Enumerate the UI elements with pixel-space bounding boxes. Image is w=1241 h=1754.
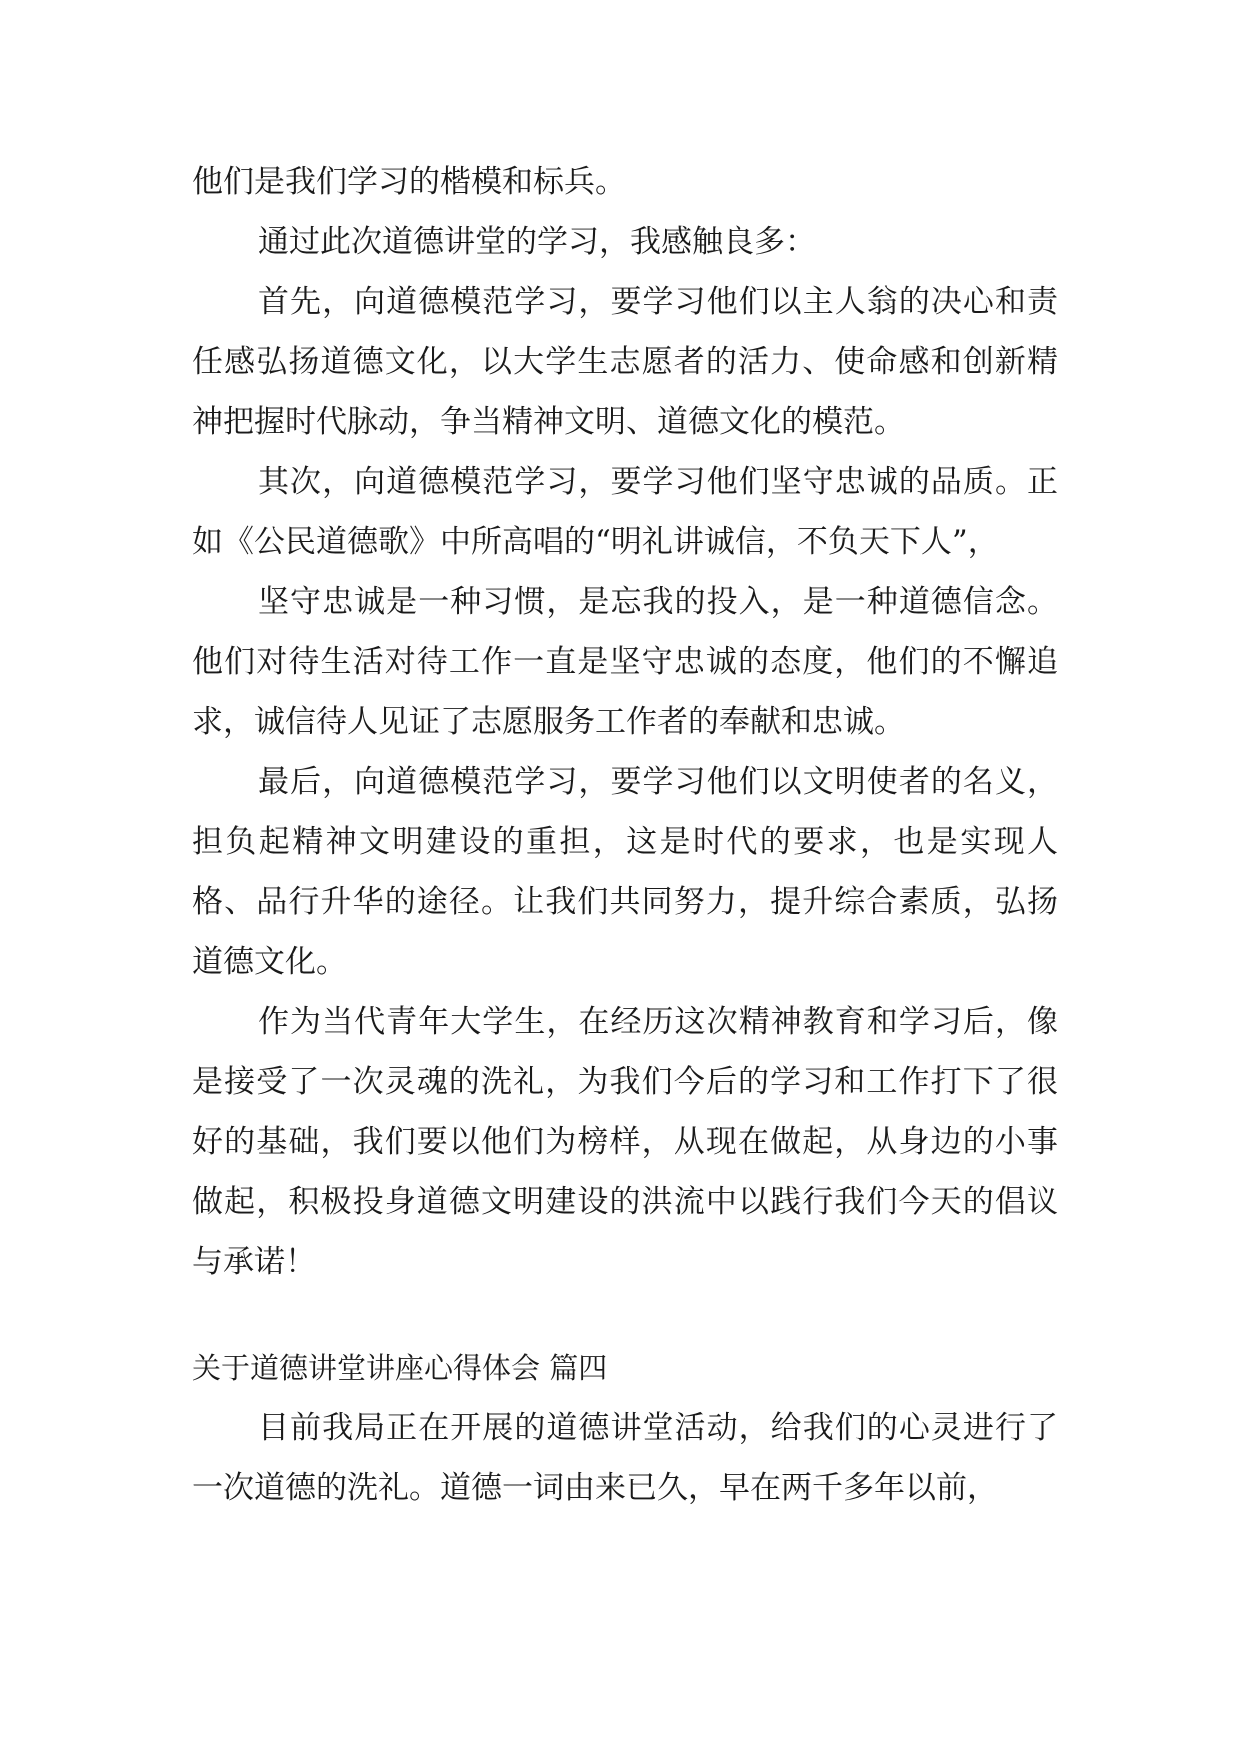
section-paragraph-1: 目前我局正在开展的道德讲堂活动，给我们的心灵进行了一次道德的洗礼。道德一词由来已久，早在两千多年以前，	[192, 1410, 1058, 1506]
paragraph-2: 通过此次道德讲堂的学习，我感触良多：	[258, 224, 816, 260]
paragraph-1: 他们是我们学习的楷模和标兵。	[192, 164, 626, 200]
paragraph-7: 作为当代青年大学生，在经历这次精神教育和学习后，像是接受了一次灵魂的洗礼，为我们今后的学习和工作打下了很好的基础，我们要以他们为榜样，从现在做起，从身边的小事做起，积极投身道德文明建设的洪流中以践行我们今天的倡议与承诺！	[192, 1004, 1058, 1280]
paragraph-5: 坚守忠诚是一种习惯，是忘我的投入，是一种道德信念。他们对待生活对待工作一直是坚守忠诚的态度，他们的不懈追求，诚信待人见证了志愿服务工作者的奉献和忠诚。	[192, 584, 1058, 740]
paragraph-3: 首先，向道德模范学习，要学习他们以主人翁的决心和责任感弘扬道德文化，以大学生志愿者的活力、使命感和创新精神把握时代脉动，争当精神文明、道德文化的模范。	[192, 284, 1058, 440]
section-heading: 关于道德讲堂讲座心得体会 篇四	[192, 1351, 608, 1385]
paragraph-6: 最后，向道德模范学习，要学习他们以文明使者的名义，担负起精神文明建设的重担，这是时代的要求，也是实现人格、品行升华的途径。让我们共同努力，提升综合素质，弘扬道德文化。	[192, 764, 1058, 980]
document-body	[192, 152, 1058, 1518]
paragraph-4: 其次，向道德模范学习，要学习他们坚守忠诚的品质。正如《公民道德歌》中所高唱的“明礼讲诚信，不负天下人”，	[192, 464, 1058, 560]
